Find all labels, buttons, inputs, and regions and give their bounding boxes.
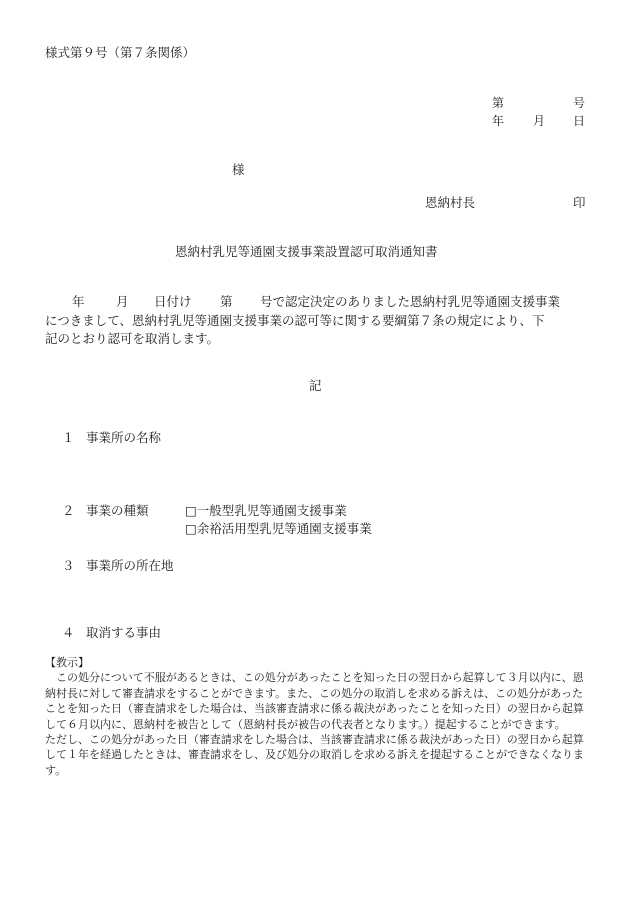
business-type-general: □一般型乳児等通園支援事業: [185, 503, 347, 518]
doc-date-month: 月: [533, 114, 546, 128]
item-1-label: 事業所の名称: [86, 430, 162, 445]
doc-number-go: 号: [573, 96, 586, 110]
item-4-label: 取消する事由: [86, 625, 162, 640]
kyoji-paragraph-2: ただし、この処分があった日（審査請求をした場合は、当該審査請求に係る裁決があった日）の翌日から起算して１年を経過したときは、審査請求をし、及び処分の取消しを求める訴えを提起することができなくなります。: [45, 733, 584, 777]
body-date-year: 年: [72, 294, 85, 309]
item-1-number: １: [62, 430, 75, 445]
body-date-month: 月: [116, 294, 129, 309]
body-no-dai: 第: [220, 294, 233, 309]
body-date-day: 日付け: [154, 294, 192, 309]
body-line2: につきまして、恩納村乳児等通園支援事業の認可等に関する要綱第７条の規定により、下: [45, 313, 545, 328]
business-type-surplus: □余裕活用型乳児等通園支援事業: [185, 521, 372, 536]
kyoji-section: [45, 655, 590, 778]
ki-heading: 記: [309, 378, 322, 393]
body-line3: 記のとおり認可を取消します。: [45, 331, 220, 346]
item-3-number: ３: [62, 558, 75, 573]
body-line1-rest: 号で認定決定のありました恩納村乳児等通園支援事業: [260, 294, 561, 309]
item-2-number: ２: [62, 503, 75, 518]
seal-mark: 印: [573, 195, 586, 210]
document-title: 恩納村乳児等通園支援事業設置認可取消通知書: [175, 244, 438, 259]
addressee-suffix: 様: [232, 162, 245, 177]
item-2-label: 事業の種類: [86, 503, 149, 518]
kyoji-paragraph-1: この処分について不服があるときは、この処分があったことを知った日の翌日から起算して３月以内に、恩納村長に対して審査請求をすることができます。また、この処分の取消しを求める訴えは、この処分があったことを知った日（審査請求をした場合は、当該審査請求に係る裁決があったことを知った日）の翌日から起算して６月以内に、恩納村を被告として（恩納村長が被告の代表者となります。）提起することができます。: [45, 671, 584, 731]
item-3-label: 事業所の所在地: [86, 558, 174, 573]
form-number: 様式第９号（第７条関係）: [45, 45, 196, 60]
doc-number-dai: 第: [492, 96, 505, 110]
doc-date-day: 日: [573, 114, 586, 128]
issuer: 恩納村長: [425, 195, 476, 210]
doc-date-year: 年: [492, 114, 505, 128]
kyoji-heading: 【教示】: [45, 656, 89, 669]
item-4-number: ４: [62, 625, 75, 640]
